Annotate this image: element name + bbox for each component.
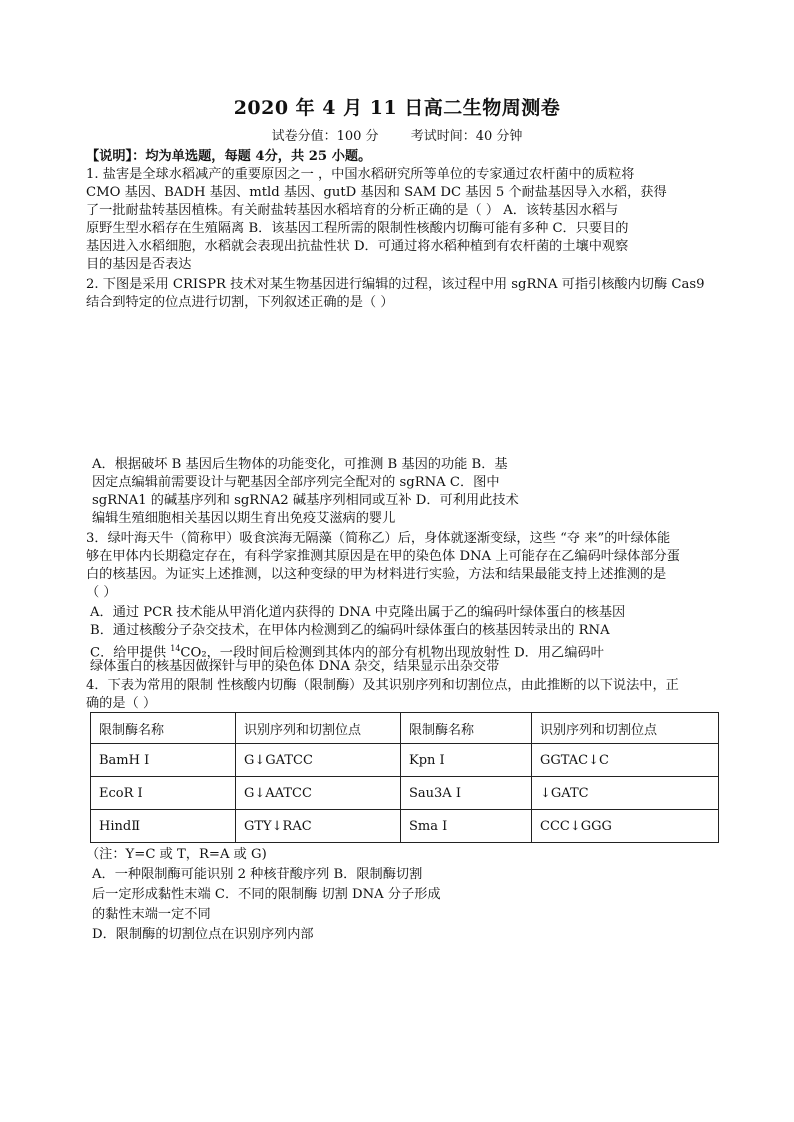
q4-option-line: 的黏性末端一定不同 xyxy=(92,907,211,922)
table-row xyxy=(91,777,719,810)
table-row xyxy=(91,744,719,777)
q1-line: 1. 盐害是全球水稻减产的重要原因之一 ，中国水稻研究所等单位的专家通过农杆菌中的质粒将 xyxy=(86,167,635,182)
score-label: 试卷分值：100 分 xyxy=(271,129,379,144)
table-row xyxy=(91,810,719,843)
table-cell: BamH Ⅰ xyxy=(91,744,236,777)
exam-meta xyxy=(0,125,794,144)
q4-option-line: 后一定形成黏性末端 C．不同的限制酶 切割 DNA 分子形成 xyxy=(92,887,441,902)
q2-option-line: 编辑生殖细胞相关基因以期生育出免疫艾滋病的婴儿 xyxy=(92,511,396,526)
q3-line: 3．绿叶海天牛（简称甲）吸食滨海无隔藻（简称乙）后，身体就逐渐变绿，这些 “夺 来”的叶绿体能 xyxy=(86,531,671,546)
q2-option-line: A．根据破坏 B 基因后生物体的功能变化，可推测 B 基因的功能 B．基 xyxy=(92,457,508,472)
table-cell: EcoR Ⅰ xyxy=(91,777,236,810)
q3-line: 够在甲体内长期稳定存在，有科学家推测其原因是在甲的染色体 DNA 上可能存在乙编码叶绿体部分蛋 xyxy=(86,549,680,564)
table-cell: CCC↓GGG xyxy=(532,810,719,843)
q2-line: 结合到特定的位点进行切割，下列叙述正确的是（ ） xyxy=(86,295,394,310)
q2-option-line: 因定点编辑前需要设计与靶基因全部序列完全配对的 sgRNA C．图中 xyxy=(92,475,500,490)
q4-option-line: A．一种限制酶可能识别 2 种核苷酸序列 B．限制酶切割 xyxy=(92,867,423,882)
table-cell: G↓AATCC xyxy=(236,777,401,810)
table-header: 识别序列和切割位点 xyxy=(532,713,719,744)
table-note: （注：Y=C 或 T，R=A 或 G) xyxy=(86,847,267,862)
q1-line: 目的基因是否表达 xyxy=(86,257,192,272)
table-cell: ↓GATC xyxy=(532,777,719,810)
exam-title: 2020 年 4 月 11 日高二生物周测卷 xyxy=(233,97,561,119)
table-cell: HindⅡ xyxy=(91,810,236,843)
table-header: 限制酶名称 xyxy=(401,713,532,744)
q1-line: CMO 基因、BADH 基因、mtld 基因、gutD 基因和 SAM DC 基因 5 个耐盐基因导入水稻，获得 xyxy=(86,185,667,200)
table-header: 识别序列和切割位点 xyxy=(236,713,401,744)
q4-option-line: D．限制酶的切割位点在识别序列内部 xyxy=(92,927,314,942)
table-header: 限制酶名称 xyxy=(91,713,236,744)
q3-option-d: 绿体蛋白的核基因做探针与甲的染色体 DNA 杂交，结果显示出杂交带 xyxy=(90,659,500,674)
table-header-row xyxy=(91,713,719,744)
q1-line: 了一批耐盐转基因植株。有关耐盐转基因水稻培育的分析正确的是（ ） A．该转基因水稻与 xyxy=(86,203,619,218)
time-label: 考试时间：40 分钟 xyxy=(410,129,523,144)
q2-option-line: sgRNA1 的碱基序列和 sgRNA2 碱基序列相同或互补 D．可利用此技术 xyxy=(92,493,519,508)
table-cell: GGTAC↓C xyxy=(532,744,719,777)
restriction-enzyme-table xyxy=(90,712,719,843)
q1-line: 原野生型水稻存在生殖隔离 B．该基因工程所需的限制性核酸内切酶可能有多种 C．只要目的 xyxy=(86,221,629,236)
q3-option-c: C．给甲提供 $^{14}$CO₂，一段时间后检测到其体内的部分有机物出现放射性 D．用乙编码叶 xyxy=(90,644,604,661)
q2-line: 2. 下图是采用 CRISPR 技术对某生物基因进行编辑的过程，该过程中用 sgRNA 可指引核酸内切酶 Cas9 xyxy=(86,277,705,292)
q1-line: 基因进入水稻细胞，水稻就会表现出抗盐性状 D．可通过将水稻种植到有农杆菌的土壤中观察 xyxy=(86,239,629,254)
table-cell: Sau3A Ⅰ xyxy=(401,777,532,810)
table-cell: G↓GATCC xyxy=(236,744,401,777)
q4-line: 确的是（ ） xyxy=(86,696,157,711)
q3-line: 白的核基因。为证实上述推测，以这种变绿的甲为材料进行实验，方法和结果最能支持上述推测的是 xyxy=(86,567,667,582)
q3-option-a: A．通过 PCR 技术能从甲消化道内获得的 DNA 中克隆出属于乙的编码叶绿体蛋白的核基因 xyxy=(90,605,626,620)
q4-line: 4．下表为常用的限制 性核酸内切酶（限制酶）及其识别序列和切割位点，由此推断的以下说法中，正 xyxy=(86,678,679,693)
instructions: 【说明】：均为单选题，每题 4分，共 25 小题。 xyxy=(86,149,372,164)
q3-option-b: B．通过核酸分子杂交技术，在甲体内检测到乙的编码叶绿体蛋白的核基因转录出的 RNA xyxy=(90,623,610,638)
q3-line: （ ） xyxy=(86,585,117,600)
table-cell: Sma Ⅰ xyxy=(401,810,532,843)
table-cell: GTY↓RAC xyxy=(236,810,401,843)
table-cell: Kpn Ⅰ xyxy=(401,744,532,777)
